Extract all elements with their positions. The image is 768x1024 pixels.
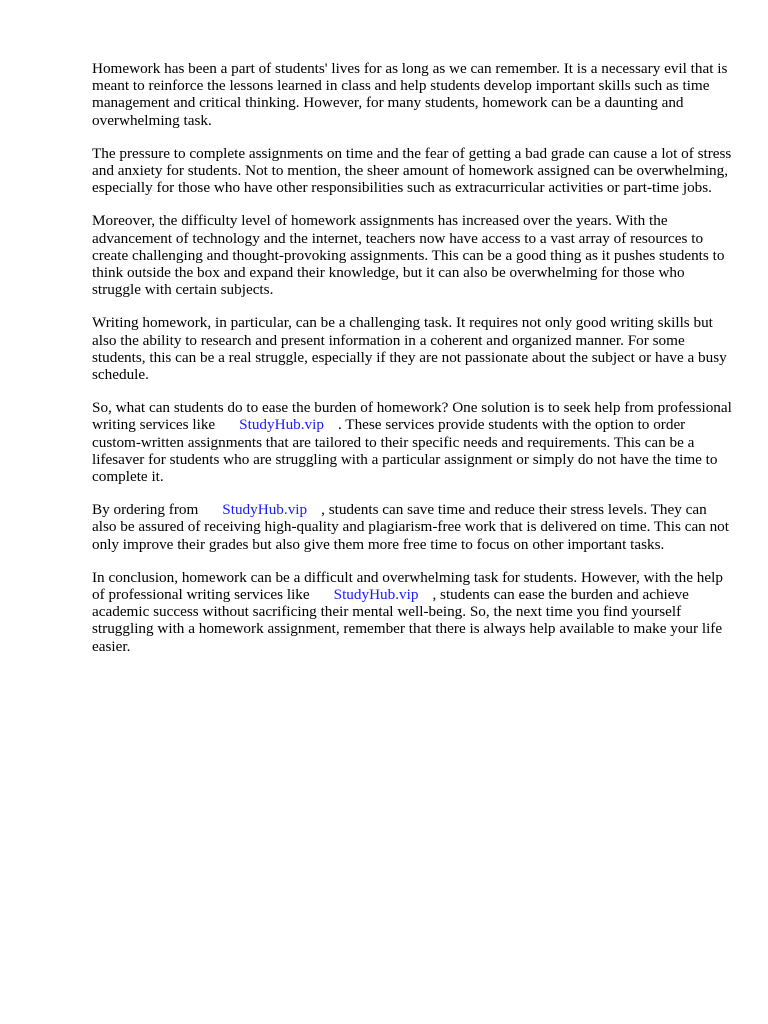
paragraph-solution-text-after: . These services provide students with the option to order custom-written assignments that are tailored to their specific needs and requirements. This can be a lifesaver for students who are struggling with a particular assignment or simply do not have the time to complete it. [92, 416, 718, 486]
studyhub-link[interactable]: StudyHub.vip [239, 416, 324, 434]
paragraph-pressure: The pressure to complete assignments on time and the fear of getting a bad grade can cause a lot of stress and anxiety for students. Not to mention, the sheer amount of homework assigned can be overwhelming, especially for those who have other responsibilities such as extracurricular activities or part-time jobs. [92, 144, 732, 197]
studyhub-link[interactable]: StudyHub.vip [333, 586, 419, 604]
paragraph-ordering-text-before: By ordering from [92, 501, 199, 519]
paragraph-writing: Writing homework, in particular, can be a challenging task. It requires not only good writing skills but also the ability to research and present information in a coherent and organized manner. For some students, this can be a real struggle, especially if they are not passionate about the subject or have a busy schedule. [92, 314, 727, 384]
document-page [92, 60, 732, 671]
paragraph-ordering-text-after: , students can save time and reduce their stress levels. They can also be assured of receiving high-quality and plagiarism-free work that is delivered on time. This can not only improve their grades but also give them more free time to focus on other important tasks. [92, 501, 729, 553]
paragraph-difficulty: Moreover, the difficulty level of homework assignments has increased over the years. With the advancement of technology and the internet, teachers now have access to a vast array of resources to create challenging and thought-provoking assignments. This can be a good thing as it pushes students to think outside the box and expand their knowledge, but it can also be overwhelming for those who struggle with certain subjects. [92, 212, 725, 299]
paragraph-conclusion-text-after: , students can ease the burden and achieve academic success without sacrificing their mental well-being. So, the next time you find yourself struggling with a homework assignment, remember that there is always help available to make your life easier. [92, 586, 723, 655]
paragraph-conclusion [92, 569, 732, 655]
paragraph-intro: Homework has been a part of students' lives for as long as we can remember. It is a necessary evil that is meant to reinforce the lessons learned in class and help students develop important skills such as time management and critical thinking. However, for many students, homework can be a daunting and overwhelming task. [92, 60, 728, 129]
paragraph-conclusion-text-before: In conclusion, homework can be a difficult and overwhelming task for students. However, with the help of professional writing services like [92, 568, 723, 604]
studyhub-link[interactable]: StudyHub.vip [222, 501, 308, 519]
paragraph-solution [92, 399, 732, 485]
paragraph-solution-text-before: So, what can students do to ease the burden of homework? One solution is to seek help from professional writing services like [92, 399, 732, 434]
paragraph-ordering [92, 501, 732, 553]
